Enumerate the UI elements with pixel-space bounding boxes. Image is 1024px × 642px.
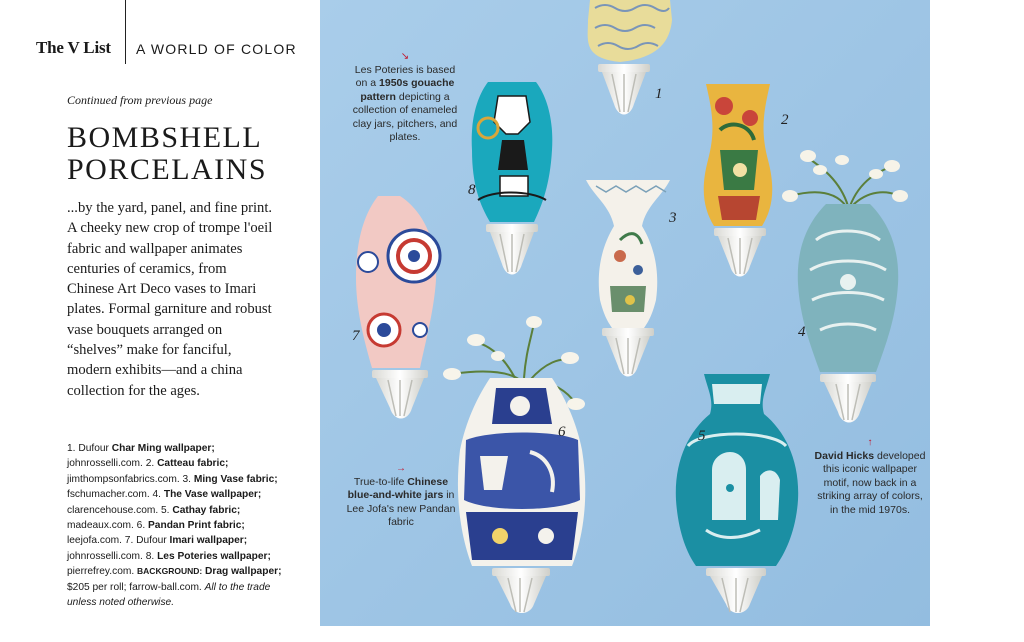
credit-8: 8. Les Poteries wallpaper; pierrefrey.com. [67,550,271,578]
credit-5: 5. Cathay fabric; madeaux.com. [67,504,241,532]
vase-number-2: 2 [781,112,789,128]
product-credits [67,441,292,610]
vase-8 [472,82,553,222]
header-divider [125,0,126,64]
title-line-2: PORCELAINS [67,153,268,186]
page-header [36,38,111,58]
bottom-margin [320,626,930,642]
article-text-column [0,0,320,642]
credit-1: 1. Dufour Char Ming wallpaper; johnrosselli.com. [67,443,215,470]
vase-number-7: 7 [352,328,360,344]
article-deck: ...by the yard, panel, and fine print. A cheeky new crop of trompe l'oeil fabric and wallpaper animates centuries of ceramics, from Chinese Art Deco vases to Imari plates. Formal garniture and robust vase bouquets arranged on “shelves” make for fanciful, modern exhibits—and a china collection for the ages. [67,200,273,399]
vase-number-1: 1 [655,86,663,102]
vase-number-5: 5 [698,428,706,444]
credit-3: 3. Ming Vase fabric; fschumacher.com. [67,473,278,501]
caption-arrow-icon: ↘ [400,51,410,62]
vase-number-6: 6 [558,424,566,440]
column-name: The V List [36,38,111,57]
credit-2: 2. Catteau fabric; jimthompsonfabrics.com. [67,458,229,485]
vase-number-4: 4 [798,324,806,340]
continued-note: Continued from previous page [67,93,213,107]
caption-les-poteries: ↘ Les Poteries is based on a 1950s gouache pattern depicting a collection of enameled clay jars, pitchers, and plates. [350,50,460,145]
caption-arrow-icon: → [396,463,406,474]
title-line-1: BOMBSHELL [67,121,263,154]
vase-wall-photo [320,0,930,626]
vase-number-8: 8 [468,182,476,198]
caption-david-hicks: ↑ David Hicks developed this iconic wallpaper motif, now back in a striking array of colors, in the mid 1970s. [814,437,926,516]
caption-arrow-icon: ↑ [867,437,873,448]
credit-background: BACKGROUND: Drag wallpaper; $205 per roll; farrow-ball.com. [67,566,282,593]
vase-number-3: 3 [669,210,677,226]
credit-6: 6. Pandan Print fabric; leejofa.com. [67,520,245,547]
article-title [67,122,267,186]
credit-4: 4. The Vase wallpaper; clarencehouse.com. [67,489,262,516]
credit-7: 7. Dufour Imari wallpaper; johnrosselli.com. [67,535,248,562]
section-name: A WORLD OF COLOR [136,41,297,57]
caption-pandan: → True-to-life Chinese blue-and-white jars in Lee Jofa's new Pandan fabric [346,463,456,528]
vase-2 [704,84,773,226]
right-margin [930,0,1024,642]
trade-note: All to the trade unless noted otherwise. [67,581,271,609]
